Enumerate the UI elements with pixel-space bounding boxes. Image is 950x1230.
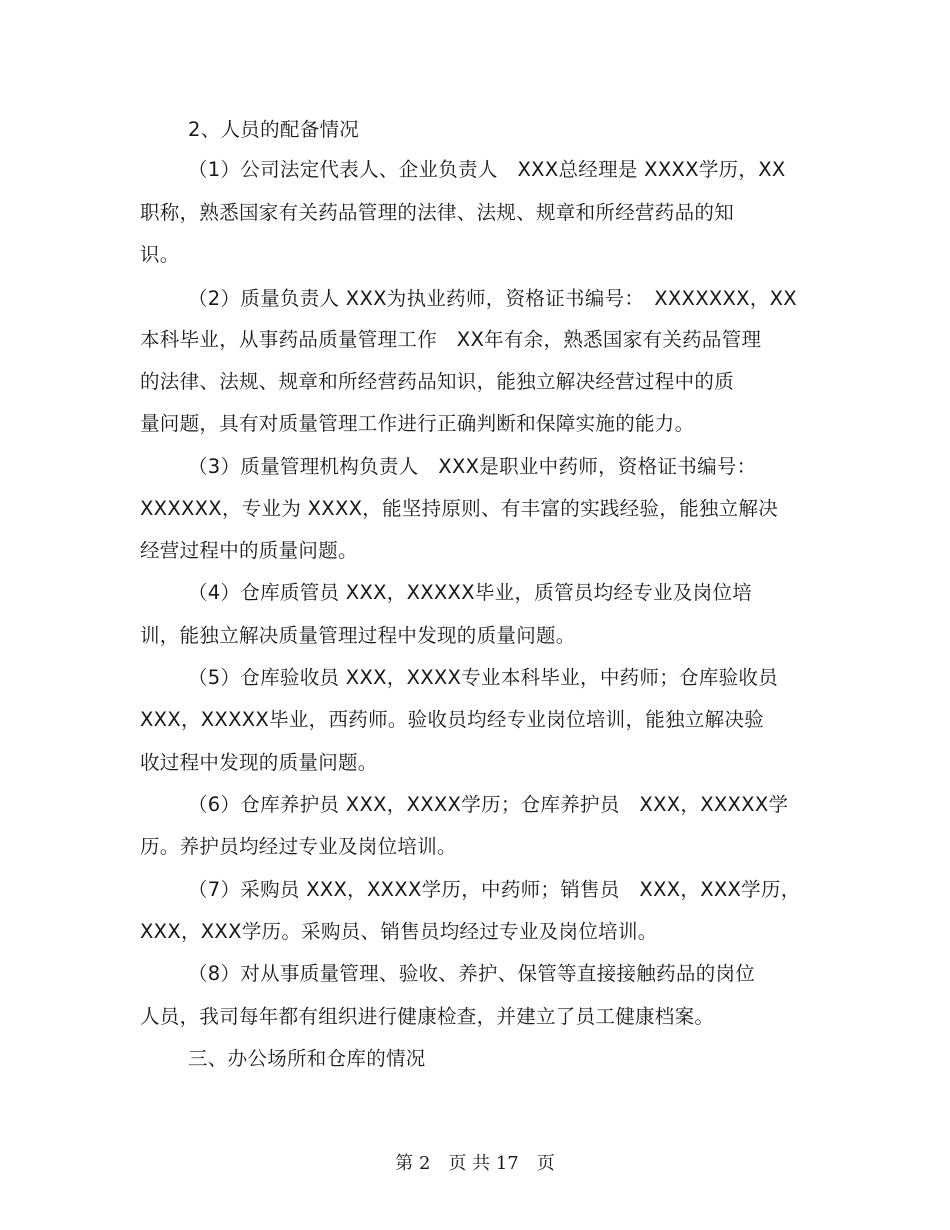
paragraph-line: 识。 [140,243,180,266]
paragraph-line: XXXXXX，专业为 XXXX，能坚持原则、有丰富的实践经验，能独立解决 [140,497,779,520]
paragraph-line: （7）采购员 XXX，XXXX学历，中药师；销售员 XXX，XXX学历， [188,878,801,901]
paragraph-line: 人员，我司每年都有组织进行健康检查，并建立了员工健康档案。 [140,1005,715,1028]
paragraph-line: 收过程中发现的质量问题。 [140,751,378,774]
paragraph-line: XXX，XXX学历。采购员、销售员均经过专业及岗位培训。 [140,920,658,943]
paragraph-line: （5）仓库验收员 XXX，XXXX专业本科毕业，中药师；仓库验收员 [188,666,779,689]
section-heading: 2、人员的配备情况 [188,118,360,141]
paragraph-line: 训，能独立解决质量管理过程中发现的质量问题。 [140,624,576,647]
paragraph-line: XXX，XXXXX毕业，西药师。验收员均经专业岗位培训，能独立解决验 [140,708,765,731]
section-heading: 三、办公场所和仓库的情况 [188,1047,426,1070]
paragraph-line: 职称，熟悉国家有关药品管理的法律、法规、规章和所经营药品的知 [140,201,735,224]
paragraph-line: （1）公司法定代表人、企业负责人 XXX总经理是 XXXX学历，XX [188,158,786,181]
paragraph-line: （2）质量负责人 XXX为执业药师，资格证书编号： XXXXXXX，XX [188,287,797,310]
paragraph-line: （6）仓库养护员 XXX，XXXX学历；仓库养护员 XXX，XXXXX学 [188,793,789,816]
paragraph-line: 量问题，具有对质量管理工作进行正确判断和保障实施的能力。 [140,412,695,435]
paragraph-line: 本科毕业，从事药品质量管理工作 XX年有余，熟悉国家有关药品管理 [140,328,762,351]
page-number-footer: 第 2 页 共 17 页 [395,1153,555,1174]
paragraph-line: （3）质量管理机构负责人 XXX是职业中药师，资格证书编号： [188,455,757,478]
paragraph-line: 经营过程中的质量问题。 [140,539,358,562]
paragraph-line: （8）对从事质量管理、验收、养护、保管等直接接触药品的岗位 [188,962,756,985]
paragraph-line: 的法律、法规、规章和所经营药品知识，能独立解决经营过程中的质 [140,370,735,393]
paragraph-line: 历。养护员均经过专业及岗位培训。 [140,835,457,858]
paragraph-line: （4）仓库质管员 XXX，XXXXX毕业，质管员均经专业及岗位培 [188,581,753,604]
